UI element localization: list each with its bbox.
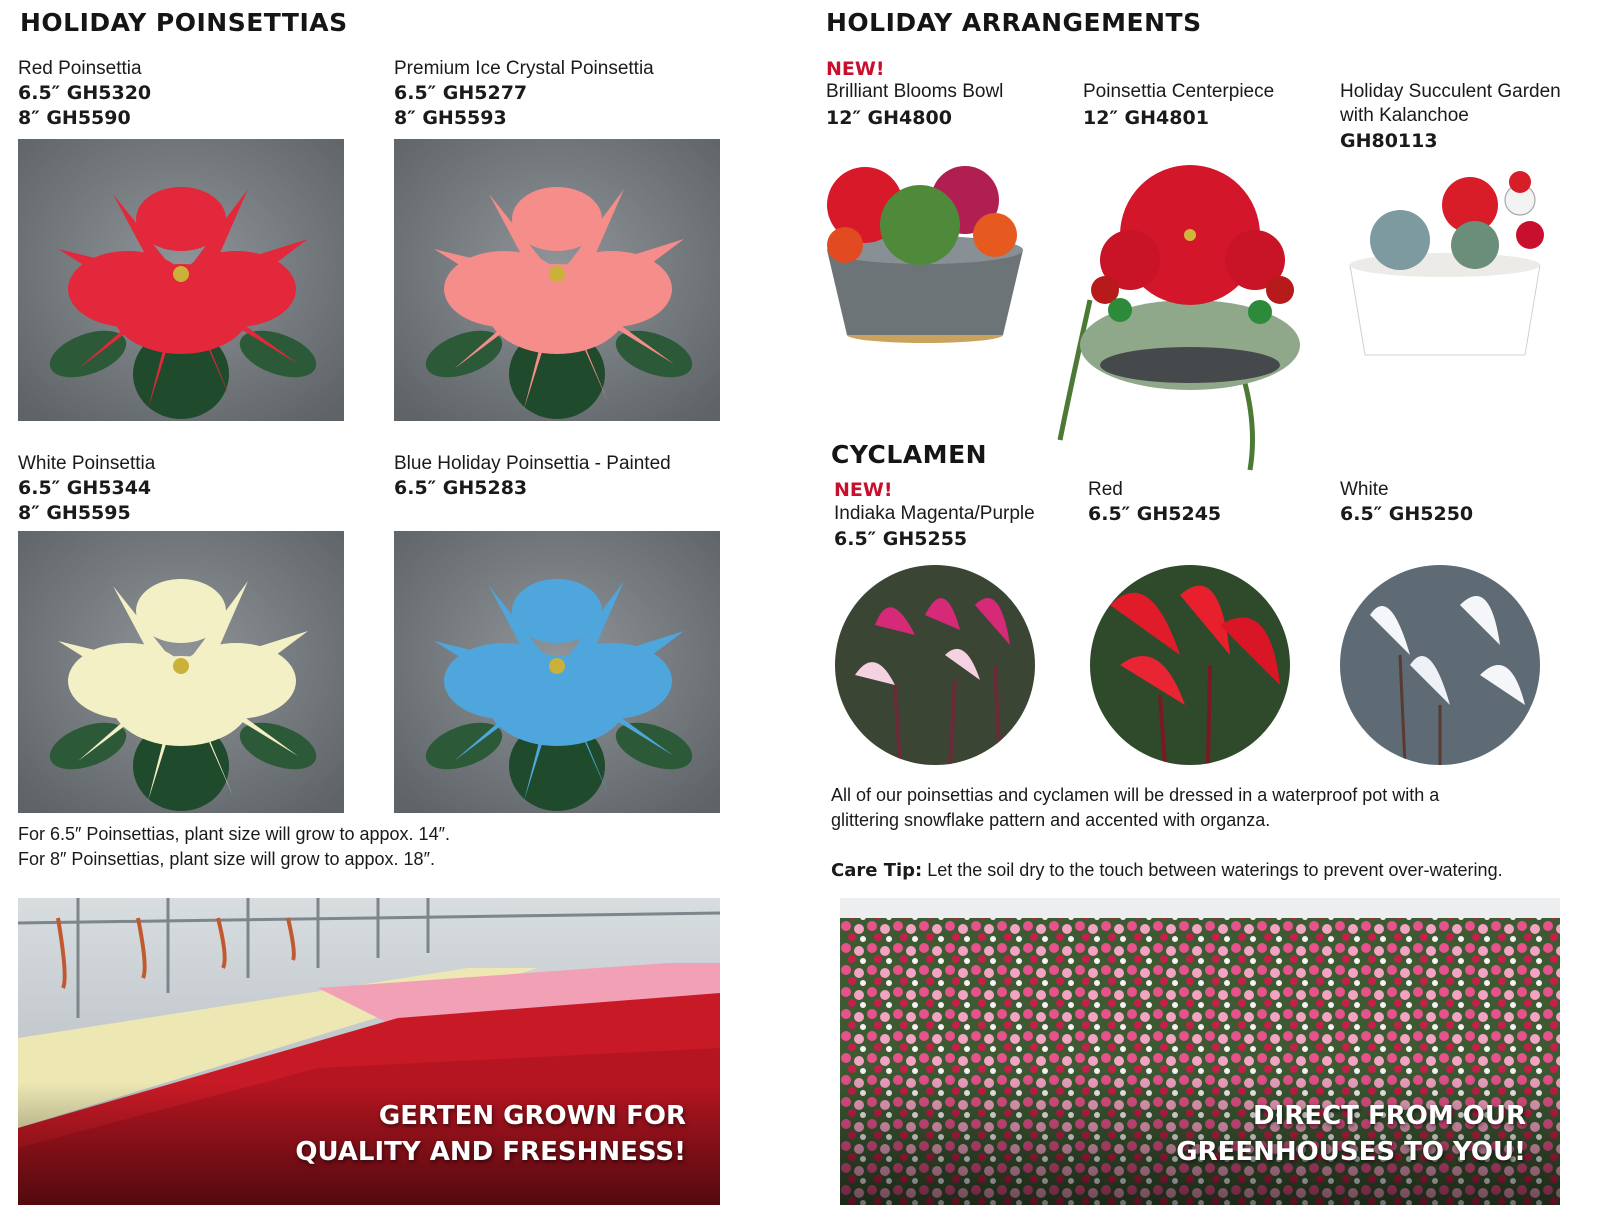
succulent-garden-photo	[1330, 165, 1580, 365]
succulent-garden-name-line2: with Kalanchoe	[1340, 105, 1469, 126]
brilliant-bowl-code: 12″ GH4800	[826, 107, 952, 129]
blue-poinsettia-name: Blue Holiday Poinsettia - Painted	[394, 453, 671, 474]
indiaka-name: Indiaka Magenta/Purple	[834, 503, 1035, 524]
dressing-note-line2: glittering snowflake pattern and accented with organza.	[831, 810, 1271, 830]
poinsettias-heading: HOLIDAY POINSETTIAS	[20, 8, 348, 37]
ice-crystal-poinsettia-name: Premium Ice Crystal Poinsettia	[394, 58, 654, 79]
care-tip	[831, 858, 1503, 883]
cyclamen-heading: CYCLAMEN	[831, 440, 988, 469]
dressing-note-line1: All of our poinsettias and cyclamen will be dressed in a waterproof pot with a	[831, 785, 1440, 805]
brilliant-bowl-new-badge: NEW!	[826, 58, 885, 80]
white-poinsettia-code-8: 8″ GH5595	[18, 502, 131, 524]
red-cyclamen-code: 6.5″ GH5245	[1088, 503, 1222, 525]
red-poinsettia-name: Red Poinsettia	[18, 58, 142, 79]
centerpiece-code: 12″ GH4801	[1083, 107, 1209, 129]
succulent-garden-name-line1: Holiday Succulent Garden	[1340, 81, 1561, 102]
greenhouse-poinsettia-banner	[18, 898, 720, 1205]
red-poinsettia-photo	[18, 139, 344, 421]
banner-left-line2: QUALITY AND FRESHNESS!	[295, 1137, 686, 1167]
brilliant-bowl-photo	[805, 145, 1045, 345]
blue-poinsettia-code-65: 6.5″ GH5283	[394, 477, 528, 499]
banner-left-line1: GERTEN GROWN FOR	[378, 1101, 686, 1131]
red-poinsettia-code-65: 6.5″ GH5320	[18, 82, 152, 104]
centerpiece-name: Poinsettia Centerpiece	[1083, 81, 1275, 102]
care-tip-label: Care Tip:	[831, 860, 923, 881]
white-poinsettia-name: White Poinsettia	[18, 453, 156, 474]
red-cyclamen-name: Red	[1088, 479, 1123, 500]
size-note-8: For 8″ Poinsettias, plant size will grow to appox. 18″.	[18, 849, 435, 869]
ice-crystal-poinsettia-code-8: 8″ GH5593	[394, 107, 507, 129]
white-cyclamen-photo	[1340, 565, 1540, 765]
indiaka-new-badge: NEW!	[834, 479, 893, 501]
ice-crystal-poinsettia-code-65: 6.5″ GH5277	[394, 82, 528, 104]
white-cyclamen-code: 6.5″ GH5250	[1340, 503, 1474, 525]
blue-poinsettia-photo	[394, 531, 720, 813]
brilliant-bowl-name: Brilliant Blooms Bowl	[826, 81, 1004, 102]
white-cyclamen-name: White	[1340, 479, 1389, 500]
red-cyclamen-photo	[1090, 565, 1290, 765]
red-poinsettia-code-8: 8″ GH5590	[18, 107, 131, 129]
banner-right-line2: GREENHOUSES TO YOU!	[1176, 1137, 1526, 1167]
white-poinsettia-code-65: 6.5″ GH5344	[18, 477, 152, 499]
size-note-65: For 6.5″ Poinsettias, plant size will grow to appox. 14″.	[18, 824, 450, 844]
white-poinsettia-photo	[18, 531, 344, 813]
ice-crystal-poinsettia-photo	[394, 139, 720, 421]
succulent-garden-code: GH80113	[1340, 130, 1438, 152]
indiaka-cyclamen-photo	[835, 565, 1035, 765]
indiaka-code: 6.5″ GH5255	[834, 528, 968, 550]
care-tip-text: Let the soil dry to the touch between waterings to prevent over-watering.	[922, 860, 1503, 880]
greenhouse-cyclamen-banner	[840, 898, 1560, 1205]
poinsettia-centerpiece-photo	[1030, 140, 1350, 480]
arrangements-heading: HOLIDAY ARRANGEMENTS	[826, 8, 1202, 37]
banner-right-line1: DIRECT FROM OUR	[1253, 1101, 1526, 1131]
